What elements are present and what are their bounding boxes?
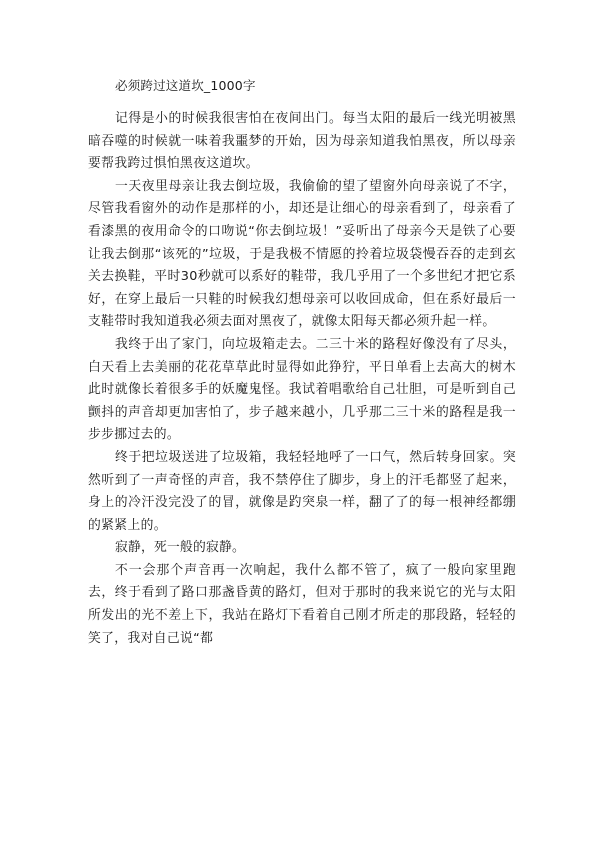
document-title: 必须跨过这道坎_1000字 bbox=[115, 78, 256, 93]
paragraph-1: 记得是小的时候我很害怕在夜间出门。每当太阳的最后一线光明被黑暗吞噬的时候就一味着我噩梦的开始，因为母亲知道我怕黑夜，所以母亲要帮我跨过惧怕黑夜这道坎。 bbox=[88, 111, 516, 172]
paragraph-5: 寂静，死一般的寂静。 bbox=[115, 540, 245, 556]
paragraph-2: 一天夜里母亲让我去倒垃圾，我偷偷的望了望窗外向母亲说了不字，尽管我看窗外的动作是那样的小，却还是让细心的母亲看到了，母亲看了看漆黑的夜用命令的口吻说“你去倒垃圾！”妥听出了母亲今天是铁了心要让我去倒那“该死的”垃圾，于是我极不情愿的拎着垃圾袋慢吞吞的走到玄关去换鞋，平时30秒就可以系好的鞋带，我几乎用了一个多世纪才把它系好，在穿上最后一只鞋的时候我幻想母亲可以收回成命，但在系好最后一支鞋带时我知道我必须去面对黑夜了，就像太阳每天都必须升起一样。 bbox=[88, 178, 516, 330]
document-page bbox=[88, 64, 516, 650]
paragraph-4: 终于把垃圾送进了垃圾箱，我轻轻地呼了一口气，然后转身回家。突然听到了一声奇怪的声音，我不禁停住了脚步，身上的汗毛都竖了起来，身上的冷汗没完没了的冒，就像是趵突泉一样，翻了了的每一根神经都绷的紧紧上的。 bbox=[88, 449, 516, 533]
paragraph-6: 不一会那个声音再一次响起，我什么都不管了，疯了一般向家里跑去，终于看到了路口那盏昏黄的路灯，但对于那时的我来说它的光与太阳所发出的光不差上下，我站在路灯下看着自己刚才所走的那段路，轻轻的笑了，我对自己说“都 bbox=[88, 562, 516, 646]
paragraph-3: 我终于出了家门，向垃圾箱走去。二三十米的路程好像没有了尽头，白天看上去美丽的花花草草此时显得如此狰狞，平日单看上去高大的树木此时就像长着很多手的妖魔鬼怪。我试着唱歌给自己壮胆，可是听到自己颤抖的声音却更加害怕了，步子越来越小，几乎那二三十米的路程是我一步步挪过去的。 bbox=[88, 336, 516, 443]
